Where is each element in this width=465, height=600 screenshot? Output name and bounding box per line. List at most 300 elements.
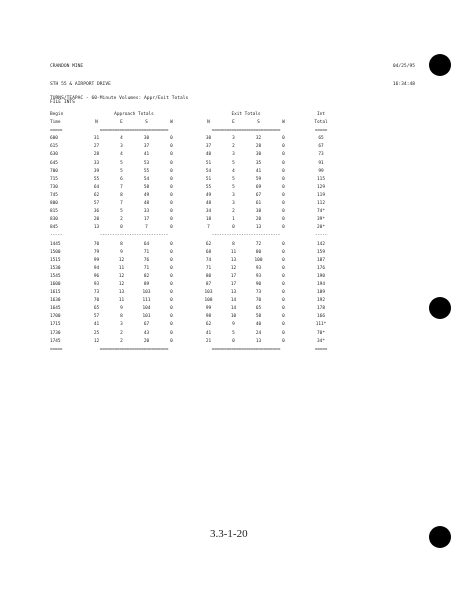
- exit-e-cell: 12: [230, 265, 237, 271]
- int-total-cell: 119: [317, 192, 325, 198]
- rule-exit: ============================: [211, 128, 281, 134]
- approach-s-cell: 33: [143, 209, 150, 215]
- binder-hole-top: [429, 54, 451, 76]
- int-header: Int: [317, 112, 325, 117]
- approach-w-cell: 0: [170, 144, 173, 150]
- exit-s-cell: 80: [255, 249, 262, 255]
- int-total-cell: 34*: [317, 338, 325, 344]
- exit-s-cell: 41: [255, 168, 262, 174]
- exit-s-cell: 35: [255, 160, 262, 166]
- exit-s-cell: 20: [255, 217, 262, 223]
- exit-e-cell: 0: [232, 338, 235, 344]
- exit-n-cell: 54: [205, 168, 212, 174]
- page-number: 3.3-1-20: [210, 528, 248, 540]
- approach-s-cell: 53: [143, 160, 150, 166]
- exit-w-cell: 0: [282, 281, 285, 287]
- exit-n-cell: 103: [204, 290, 213, 296]
- exit-w-cell: 0: [282, 217, 285, 223]
- exit-n-cell: 21: [205, 338, 212, 344]
- time-cell: 645: [50, 160, 58, 166]
- exit-s-cell: 38: [255, 209, 262, 215]
- exit-e-cell: 5: [232, 160, 235, 166]
- pm-table-row: [50, 313, 346, 321]
- int-total-cell: 67: [318, 144, 324, 150]
- time-cell: 1700: [50, 314, 61, 320]
- exit-s-cell: 40: [255, 322, 262, 328]
- exit-s-cell: 72: [255, 241, 262, 247]
- exit-w-cell: 0: [282, 225, 285, 231]
- approach-n-cell: 27: [93, 144, 100, 150]
- exit-s-cell: 32: [255, 136, 262, 142]
- header-file: FILE INTS: [50, 100, 75, 105]
- exit-e-cell: 3: [232, 136, 235, 142]
- exit-w-cell: 0: [282, 160, 285, 166]
- am-table-row: [50, 135, 346, 143]
- int-total-cell: 166: [317, 314, 325, 320]
- approach-e-cell: 5: [120, 209, 123, 215]
- approach-e-cell: 7: [120, 201, 123, 207]
- time-cell: 1445: [50, 241, 61, 247]
- exit-w-cell: 0: [282, 249, 285, 255]
- approach-n-cell: 93: [93, 281, 100, 287]
- exit-s-cell: 100: [254, 257, 263, 263]
- exit-s-cell: 67: [255, 192, 262, 198]
- int-total-cell: 91: [318, 160, 324, 166]
- approach-n-cell: 79: [93, 249, 100, 255]
- approach-s-cell: 55: [143, 168, 150, 174]
- am-table-row: [50, 216, 346, 224]
- int-total-cell: 65: [318, 136, 324, 142]
- exit-e-cell: 5: [232, 330, 235, 336]
- approach-e-cell: 11: [118, 265, 125, 271]
- approach-w-cell: 0: [170, 314, 173, 320]
- exit-e-cell: 5: [232, 176, 235, 182]
- exit-n-cell: 55: [205, 184, 212, 190]
- time-cell: 1515: [50, 257, 61, 263]
- exit-s-cell: 93: [255, 273, 262, 279]
- approach-n-cell: 70: [93, 241, 100, 247]
- exit-e-cell: 5: [232, 184, 235, 190]
- exit-e-cell: 17: [230, 273, 237, 279]
- time-cell: 1645: [50, 306, 61, 312]
- approach-e-cell: 6: [120, 176, 123, 182]
- exit-e-cell: 3: [232, 192, 235, 198]
- approach-n-cell: 55: [93, 176, 100, 182]
- exit-w-cell: 0: [282, 152, 285, 158]
- exit-e-cell: 10: [230, 314, 237, 320]
- approach-s-cell: 76: [143, 257, 150, 263]
- exit-w-cell: 0: [282, 314, 285, 320]
- int-total-cell: 39*: [317, 217, 325, 223]
- exit-s-cell: 93: [255, 265, 262, 271]
- approach-s-cell: 82: [143, 273, 150, 279]
- time-cell: 800: [50, 201, 58, 207]
- approach-n-cell: 73: [93, 290, 100, 296]
- approach-e-cell: 4: [120, 152, 123, 158]
- approach-w-cell: 0: [170, 176, 173, 182]
- time-cell: 600: [50, 136, 58, 142]
- exit-n-cell: 68: [205, 249, 212, 255]
- exit-e-cell: 1: [232, 217, 235, 223]
- pm-table-row: [50, 330, 346, 338]
- approach-s-cell: 49: [143, 192, 150, 198]
- approach-w-cell: 0: [170, 160, 173, 166]
- exit-e-cell: 14: [230, 306, 237, 312]
- exit-n-cell: 48: [205, 201, 212, 207]
- header-location: STH 55 & AIRPORT DRIVE: [50, 82, 111, 87]
- exit-w-cell: 0: [282, 273, 285, 279]
- approach-e-cell: 9: [120, 249, 123, 255]
- int-total-cell: 129: [317, 184, 325, 190]
- exit-w-cell: 0: [282, 265, 285, 271]
- exit-s-cell: 28: [255, 144, 262, 150]
- approach-n-cell: 33: [93, 160, 100, 166]
- column-header-row: [50, 119, 346, 127]
- exit-w-cell: 0: [282, 322, 285, 328]
- exit-e-cell: 11: [230, 249, 237, 255]
- approach-w-cell: 0: [170, 201, 173, 207]
- pm-table-row: [50, 297, 346, 305]
- exit-e-cell: 9: [232, 322, 235, 328]
- approach-n-cell: 57: [93, 201, 100, 207]
- time-cell: 615: [50, 144, 58, 150]
- exit-s-cell: 73: [255, 290, 262, 296]
- approach-e-header: E: [120, 120, 123, 126]
- report-header-right: [393, 52, 415, 100]
- int-total-cell: 70*: [317, 330, 325, 336]
- approach-e-cell: 12: [118, 273, 125, 279]
- approach-n-cell: 62: [93, 192, 100, 198]
- time-cell: 715: [50, 176, 58, 182]
- approach-e-cell: 13: [118, 290, 125, 296]
- approach-n-cell: 41: [93, 322, 100, 328]
- exit-n-cell: 7: [207, 225, 210, 231]
- rule-int: =====: [314, 128, 328, 134]
- approach-w-cell: 0: [170, 152, 173, 158]
- header-date: 04/25/95: [392, 64, 415, 69]
- am-table-row: [50, 176, 346, 184]
- pm-table-row: [50, 265, 346, 273]
- approach-n-header: N: [95, 120, 98, 126]
- int-total-cell: 159: [317, 249, 325, 255]
- approach-s-cell: 101: [142, 314, 151, 320]
- approach-s-cell: 43: [143, 330, 150, 336]
- exit-e-cell: 3: [232, 152, 235, 158]
- exit-n-cell: 87: [205, 281, 212, 287]
- approach-s-cell: 30: [143, 136, 150, 142]
- exit-s-cell: 70: [255, 298, 262, 304]
- approach-n-cell: 99: [93, 257, 100, 263]
- time-cell: 630: [50, 152, 58, 158]
- approach-w-cell: 0: [170, 306, 173, 312]
- approach-w-cell: 0: [170, 257, 173, 263]
- begin-header: Begin: [50, 112, 64, 117]
- approach-w-cell: 0: [170, 290, 173, 296]
- time-cell: 1730: [50, 330, 61, 336]
- exit-n-header: N: [207, 120, 210, 126]
- approach-s-cell: 37: [143, 144, 150, 150]
- approach-n-cell: 39: [93, 168, 100, 174]
- approach-e-cell: 12: [118, 257, 125, 263]
- int-total-cell: 192: [317, 298, 325, 304]
- header-project: CRANDON MINE: [50, 64, 84, 69]
- exit-w-cell: 0: [282, 168, 285, 174]
- approach-e-cell: 4: [120, 136, 123, 142]
- int-total-cell: 20*: [317, 225, 325, 231]
- approach-e-cell: 8: [120, 241, 123, 247]
- exit-n-cell: 71: [205, 265, 212, 271]
- exit-e-cell: 13: [230, 290, 237, 296]
- time-cell: 1530: [50, 265, 61, 271]
- approach-s-cell: 7: [145, 225, 148, 231]
- approach-s-cell: 58: [143, 184, 150, 190]
- time-cell: 730: [50, 184, 58, 190]
- approach-w-cell: 0: [170, 273, 173, 279]
- exit-e-cell: 8: [232, 241, 235, 247]
- exit-s-cell: 13: [255, 338, 262, 344]
- exit-n-cell: 34: [205, 209, 212, 215]
- approach-w-cell: 0: [170, 265, 173, 271]
- approach-e-cell: 5: [120, 160, 123, 166]
- volume-table: [50, 111, 346, 354]
- approach-e-cell: 12: [118, 281, 125, 287]
- pm-table-row: [50, 289, 346, 297]
- approach-n-cell: 94: [93, 265, 100, 271]
- approach-s-cell: 111: [142, 298, 151, 304]
- time-cell: 1630: [50, 298, 61, 304]
- approach-w-cell: 0: [170, 298, 173, 304]
- exit-w-header: W: [282, 120, 285, 126]
- exit-w-cell: 0: [282, 330, 285, 336]
- am-table-row: [50, 143, 346, 151]
- approach-n-cell: 36: [93, 209, 100, 215]
- int-total-cell: 74*: [317, 209, 325, 215]
- approach-w-cell: 0: [170, 184, 173, 190]
- approach-s-cell: 41: [143, 152, 150, 158]
- approach-s-cell: 104: [142, 306, 151, 312]
- exit-e-header: E: [232, 120, 235, 126]
- exit-w-cell: 0: [282, 298, 285, 304]
- rule-short: =====: [50, 128, 63, 134]
- exit-e-cell: 2: [232, 209, 235, 215]
- exit-n-cell: 108: [204, 298, 213, 304]
- exit-totals-header: Exit Totals: [231, 112, 261, 117]
- pm-table-row: [50, 249, 346, 257]
- pm-table-row: [50, 321, 346, 329]
- approach-s-cell: 89: [143, 281, 150, 287]
- approach-w-cell: 0: [170, 322, 173, 328]
- pm-table-row: [50, 305, 346, 313]
- closing-rule-row: ===== ============================ ============================ =====: [50, 346, 328, 352]
- exit-w-cell: 0: [282, 290, 285, 296]
- approach-w-cell: 0: [170, 249, 173, 255]
- exit-w-cell: 0: [282, 257, 285, 263]
- exit-n-cell: 62: [205, 241, 212, 247]
- pm-table-row: [50, 257, 346, 265]
- int-total-cell: 194: [317, 281, 325, 287]
- approach-e-cell: 2: [120, 217, 123, 223]
- approach-s-cell: 67: [143, 322, 150, 328]
- approach-s-header: S: [145, 120, 148, 126]
- approach-w-cell: 0: [170, 217, 173, 223]
- time-cell: 1500: [50, 249, 61, 255]
- int-total-cell: 189: [317, 290, 325, 296]
- exit-s-cell: 13: [255, 225, 262, 231]
- approach-e-cell: 9: [120, 306, 123, 312]
- am-table-row: [50, 168, 346, 176]
- approach-e-cell: 8: [120, 192, 123, 198]
- exit-s-cell: 30: [255, 152, 262, 158]
- approach-n-cell: 31: [93, 136, 100, 142]
- exit-s-cell: 69: [255, 184, 262, 190]
- exit-e-cell: 4: [232, 168, 235, 174]
- time-cell: 1715: [50, 322, 61, 328]
- time-cell: 1545: [50, 273, 61, 279]
- time-cell: 845: [50, 225, 58, 231]
- time-cell: 1615: [50, 290, 61, 296]
- header-rule-row: [50, 127, 346, 135]
- exit-n-cell: 49: [205, 192, 212, 198]
- exit-s-cell: 61: [255, 201, 262, 207]
- exit-n-cell: 41: [205, 330, 212, 336]
- exit-n-cell: 51: [205, 176, 212, 182]
- approach-n-cell: 25: [93, 330, 100, 336]
- approach-e-cell: 7: [120, 184, 123, 190]
- int-total-cell: 112: [317, 201, 325, 207]
- exit-n-cell: 62: [205, 322, 212, 328]
- exit-s-header: S: [257, 120, 260, 126]
- approach-n-cell: 28: [93, 152, 100, 158]
- approach-w-cell: 0: [170, 330, 173, 336]
- approach-n-cell: 96: [93, 273, 100, 279]
- approach-n-cell: 12: [93, 338, 100, 344]
- exit-w-cell: 0: [282, 192, 285, 198]
- exit-w-cell: 0: [282, 144, 285, 150]
- exit-s-cell: 65: [255, 306, 262, 312]
- exit-w-cell: 0: [282, 201, 285, 207]
- approach-e-cell: 0: [120, 225, 123, 231]
- approach-e-cell: 11: [118, 298, 125, 304]
- approach-w-cell: 0: [170, 241, 173, 247]
- exit-n-cell: 74: [205, 257, 212, 263]
- time-cell: 1745: [50, 338, 61, 344]
- approach-s-cell: 64: [143, 241, 150, 247]
- approach-w-cell: 0: [170, 136, 173, 142]
- approach-w-cell: 0: [170, 225, 173, 231]
- approach-s-cell: 103: [142, 290, 151, 296]
- exit-e-cell: 14: [230, 298, 237, 304]
- int-total-cell: 99: [318, 168, 324, 174]
- exit-n-cell: 99: [205, 306, 212, 312]
- am-table-row: [50, 208, 346, 216]
- int-total-cell: 187: [317, 257, 325, 263]
- approach-e-cell: 2: [120, 330, 123, 336]
- approach-w-cell: 0: [170, 338, 173, 344]
- exit-n-cell: 98: [205, 314, 212, 320]
- am-table-row: [50, 160, 346, 168]
- approach-n-cell: 70: [93, 298, 100, 304]
- binder-hole-bottom: [429, 526, 451, 548]
- exit-s-cell: 90: [255, 281, 262, 287]
- time-header: Time: [50, 120, 61, 126]
- exit-s-cell: 58: [255, 314, 262, 320]
- int-total-cell: 190: [317, 273, 325, 279]
- exit-n-cell: 80: [205, 273, 212, 279]
- exit-n-cell: 40: [205, 152, 212, 158]
- exit-e-cell: 17: [230, 281, 237, 287]
- binder-hole-middle: [429, 297, 451, 319]
- group-header-row: [50, 111, 346, 119]
- am-table-row: [50, 192, 346, 200]
- approach-s-cell: 48: [143, 201, 150, 207]
- approach-n-cell: 65: [93, 306, 100, 312]
- approach-n-cell: 20: [93, 217, 100, 223]
- approach-e-cell: 8: [120, 314, 123, 320]
- report-title: TURNS/TEAPAC - 60-Minute Volumes: Appr/Exit Totals: [50, 96, 189, 101]
- approach-w-header: W: [170, 120, 173, 126]
- exit-w-cell: 0: [282, 136, 285, 142]
- approach-w-cell: 0: [170, 192, 173, 198]
- int-total-cell: 178: [317, 306, 325, 312]
- am-table-row: [50, 151, 346, 159]
- approach-n-cell: 13: [93, 225, 100, 231]
- approach-w-cell: 0: [170, 209, 173, 215]
- exit-w-cell: 0: [282, 241, 285, 247]
- pm-table-row: [50, 281, 346, 289]
- exit-w-cell: 0: [282, 209, 285, 215]
- am-table-row: [50, 200, 346, 208]
- exit-e-cell: 3: [232, 201, 235, 207]
- header-time: 16:34:48: [392, 82, 415, 87]
- approach-e-cell: 3: [120, 322, 123, 328]
- time-cell: 830: [50, 217, 58, 223]
- approach-n-cell: 57: [93, 314, 100, 320]
- pm-table-row: [50, 273, 346, 281]
- exit-n-cell: 37: [205, 144, 212, 150]
- am-table-row: [50, 184, 346, 192]
- report-header-left: [50, 52, 111, 118]
- exit-w-cell: 0: [282, 176, 285, 182]
- approach-e-cell: 3: [120, 144, 123, 150]
- time-cell: 815: [50, 209, 58, 215]
- period-separator-row: ----- ---------------------------- ---------------------------- -----: [50, 233, 328, 239]
- exit-w-cell: 0: [282, 184, 285, 190]
- approach-s-cell: 54: [143, 176, 150, 182]
- total-header: Total: [314, 120, 328, 126]
- int-total-cell: 73: [318, 152, 324, 158]
- time-cell: 745: [50, 192, 58, 198]
- approach-e-cell: 2: [120, 338, 123, 344]
- exit-e-cell: 13: [230, 257, 237, 263]
- int-total-cell: 142: [317, 241, 325, 247]
- approach-s-cell: 17: [143, 217, 150, 223]
- exit-s-cell: 59: [255, 176, 262, 182]
- time-cell: 1600: [50, 281, 61, 287]
- approach-w-cell: 0: [170, 168, 173, 174]
- approach-s-cell: 20: [143, 338, 150, 344]
- int-total-cell: 111*: [315, 322, 327, 328]
- time-cell: 700: [50, 168, 58, 174]
- approach-n-cell: 64: [93, 184, 100, 190]
- exit-n-cell: 30: [205, 136, 212, 142]
- exit-s-cell: 24: [255, 330, 262, 336]
- int-total-cell: 115: [317, 176, 325, 182]
- approach-totals-header: Approach Totals: [114, 112, 154, 117]
- exit-w-cell: 0: [282, 338, 285, 344]
- exit-n-cell: 18: [205, 217, 212, 223]
- approach-e-cell: 5: [120, 168, 123, 174]
- approach-w-cell: 0: [170, 281, 173, 287]
